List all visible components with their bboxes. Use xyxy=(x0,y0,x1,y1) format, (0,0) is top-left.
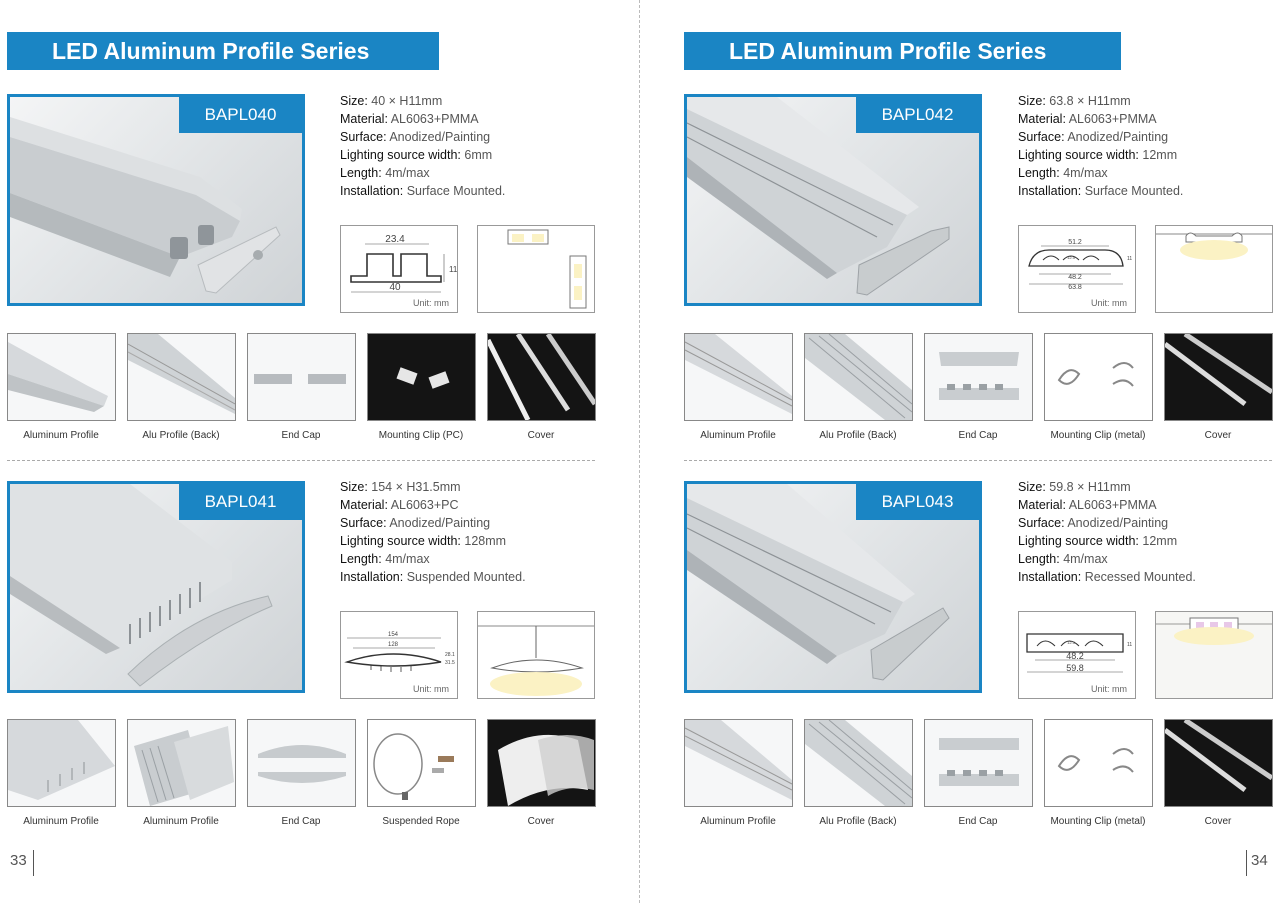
bapl043-thumb-cover xyxy=(1164,719,1273,807)
left-page-number-rule xyxy=(33,850,34,876)
spec-value: 12mm xyxy=(1138,148,1178,162)
bapl041-thumb-end-cap xyxy=(247,719,356,807)
bapl043-thumb-end-cap xyxy=(924,719,1033,807)
spec-value: Surface Mounted. xyxy=(1081,184,1184,198)
spec-label: Size: xyxy=(340,480,368,494)
spec-value: Anodized/Painting xyxy=(1064,516,1169,530)
bapl043-thumb-caption: End Cap xyxy=(958,816,998,827)
spec-value: 40 × H11mm xyxy=(367,94,443,108)
spec-label: Material: xyxy=(340,498,388,512)
bapl041-thumb-caption: Aluminum Profile xyxy=(143,816,219,827)
bapl043-thumb-caption: Alu Profile (Back) xyxy=(819,816,897,827)
bapl041-dim-side2: 28.1 xyxy=(445,652,455,658)
bapl041-main-photo xyxy=(7,481,305,693)
bapl041-thumb-aluminum-profile xyxy=(7,719,116,807)
spec-label: Surface: xyxy=(340,516,387,530)
bapl041-model-label: BAPL041 xyxy=(179,484,302,520)
bapl041-installation-diagram xyxy=(477,611,595,699)
bapl042-thumb-caption: Alu Profile (Back) xyxy=(819,430,897,441)
bapl043-dim-side: 11 xyxy=(1127,642,1133,648)
spec-value: 128mm xyxy=(460,534,507,548)
bapl043-dim-mid: 48.2 xyxy=(1066,651,1084,661)
bapl043-technical-drawing xyxy=(1018,611,1136,699)
spec-value: AL6063+PMMA xyxy=(387,112,479,126)
spec-value: 4m/max xyxy=(381,552,430,566)
bapl041-thumb-caption: End Cap xyxy=(281,816,321,827)
right-page-number-rule xyxy=(1246,850,1247,876)
bapl042-dim-side: 11 xyxy=(1127,256,1133,262)
bapl043-thumb-caption: Cover xyxy=(1204,816,1232,827)
spec-label: Length: xyxy=(1018,166,1060,180)
bapl041-thumb-suspended-rope xyxy=(367,719,476,807)
left-header-title: LED Aluminum Profile Series xyxy=(52,38,370,64)
bapl041-thumb-cover xyxy=(487,719,596,807)
bapl040-thumb-caption: Cover xyxy=(527,430,555,441)
spec-label: Length: xyxy=(1018,552,1060,566)
spec-value: 154 × H31.5mm xyxy=(367,480,461,494)
bapl040-dim-bottom: 40 xyxy=(389,282,401,293)
bapl041-thumb-caption: Cover xyxy=(527,816,555,827)
bapl043-thumb-alu-profile-back xyxy=(804,719,913,807)
bapl041-thumb-caption: Aluminum Profile xyxy=(23,816,99,827)
bapl043-installation-diagram xyxy=(1155,611,1273,699)
bapl040-thumb-caption: Aluminum Profile xyxy=(23,430,99,441)
bapl040-technical-drawing xyxy=(340,225,458,313)
bapl043-dim-inner: 12.5 xyxy=(1067,640,1075,645)
bapl041-thumb-caption: Suspended Rope xyxy=(382,816,460,827)
bapl040-thumb-cover xyxy=(487,333,596,421)
bapl040-model-label: BAPL040 xyxy=(179,97,302,133)
spec-value: Recessed Mounted. xyxy=(1081,570,1196,584)
spec-label: Installation: xyxy=(340,570,404,584)
bapl043-thumb-caption: Mounting Clip (metal) xyxy=(1050,816,1146,827)
spec-label: Material: xyxy=(340,112,388,126)
bapl042-dim-mid: 48.2 xyxy=(1068,274,1082,281)
spec-value: Anodized/Painting xyxy=(1064,130,1169,144)
bapl043-model-label: BAPL043 xyxy=(856,484,979,520)
spec-value: 59.8 × H11mm xyxy=(1045,480,1131,494)
spec-value: 4m/max xyxy=(1059,552,1108,566)
bapl041-specs xyxy=(340,478,526,586)
bapl043-thumb-aluminum-profile xyxy=(684,719,793,807)
bapl041-thumb-aluminum-profile-2 xyxy=(127,719,236,807)
spec-value: 12mm xyxy=(1138,534,1178,548)
bapl040-thumb-alu-profile-back xyxy=(127,333,236,421)
left-header-bar xyxy=(7,32,439,70)
bapl043-dim-bottom: 59.8 xyxy=(1066,663,1084,673)
spec-value: Anodized/Painting xyxy=(386,516,491,530)
bapl043-unit-label: Unit: mm xyxy=(1091,684,1127,694)
spec-label: Installation: xyxy=(340,184,404,198)
left-section-separator xyxy=(7,460,595,461)
spec-label: Size: xyxy=(1018,480,1046,494)
bapl041-dim-mid: 128 xyxy=(387,642,399,648)
spec-value: AL6063+PC xyxy=(387,498,459,512)
spec-value: 63.8 × H11mm xyxy=(1045,94,1131,108)
bapl042-technical-drawing xyxy=(1018,225,1136,313)
bapl041-technical-drawing xyxy=(340,611,458,699)
bapl042-thumb-cover xyxy=(1164,333,1273,421)
bapl042-thumb-alu-profile-back xyxy=(804,333,913,421)
bapl042-thumb-mounting-clip xyxy=(1044,333,1153,421)
bapl041-dim-side1: 31.5 xyxy=(445,660,455,666)
bapl043-thumb-caption: Aluminum Profile xyxy=(700,816,776,827)
bapl042-main-photo xyxy=(684,94,982,306)
bapl040-unit-label: Unit: mm xyxy=(413,298,449,308)
bapl041-unit-label: Unit: mm xyxy=(413,684,449,694)
bapl042-thumb-aluminum-profile xyxy=(684,333,793,421)
bapl042-installation-diagram xyxy=(1155,225,1273,313)
bapl042-thumb-end-cap xyxy=(924,333,1033,421)
bapl040-thumb-caption: Alu Profile (Back) xyxy=(142,430,220,441)
spec-value: AL6063+PMMA xyxy=(1065,498,1157,512)
spec-value: 4m/max xyxy=(1059,166,1108,180)
bapl042-specs xyxy=(1018,92,1183,200)
bapl043-main-photo xyxy=(684,481,982,693)
bapl040-thumb-caption: End Cap xyxy=(281,430,321,441)
spec-value: 6mm xyxy=(460,148,493,162)
bapl043-thumb-mounting-clip xyxy=(1044,719,1153,807)
spec-label: Lighting source width: xyxy=(340,148,461,162)
bapl040-dim-top: 23.4 xyxy=(385,234,405,245)
spec-value: 4m/max xyxy=(381,166,430,180)
bapl042-thumb-caption: End Cap xyxy=(958,430,998,441)
bapl040-thumb-aluminum-profile xyxy=(7,333,116,421)
spec-label: Surface: xyxy=(1018,516,1065,530)
spec-label: Size: xyxy=(1018,94,1046,108)
spec-label: Material: xyxy=(1018,498,1066,512)
spec-label: Installation: xyxy=(1018,570,1082,584)
page-fold-divider xyxy=(639,0,640,903)
right-section-separator xyxy=(684,460,1272,461)
spec-value: Suspended Mounted. xyxy=(403,570,526,584)
bapl040-main-photo xyxy=(7,94,305,306)
bapl042-thumb-caption: Mounting Clip (metal) xyxy=(1050,430,1146,441)
bapl040-dim-side: 11 xyxy=(449,265,457,274)
bapl042-dim-inner: 12.5 xyxy=(1067,255,1075,260)
right-page-number: 34 xyxy=(1251,852,1268,869)
bapl040-thumb-end-cap xyxy=(247,333,356,421)
spec-label: Lighting source width: xyxy=(340,534,461,548)
spec-value: Surface Mounted. xyxy=(403,184,506,198)
spec-label: Surface: xyxy=(1018,130,1065,144)
right-header-title: LED Aluminum Profile Series xyxy=(729,38,1047,64)
bapl042-thumb-caption: Aluminum Profile xyxy=(700,430,776,441)
bapl042-dim-bottom: 63.8 xyxy=(1068,284,1082,291)
spec-label: Length: xyxy=(340,552,382,566)
bapl040-installation-diagram xyxy=(477,225,595,313)
spec-value: AL6063+PMMA xyxy=(1065,112,1157,126)
spec-label: Surface: xyxy=(340,130,387,144)
spec-label: Material: xyxy=(1018,112,1066,126)
spec-label: Lighting source width: xyxy=(1018,148,1139,162)
left-page-number: 33 xyxy=(10,852,27,869)
bapl042-dim-top: 51.2 xyxy=(1068,239,1082,246)
bapl042-unit-label: Unit: mm xyxy=(1091,298,1127,308)
spec-value: Anodized/Painting xyxy=(386,130,491,144)
spec-label: Lighting source width: xyxy=(1018,534,1139,548)
bapl041-dim-top: 154 xyxy=(387,632,399,638)
bapl040-specs xyxy=(340,92,505,200)
right-header-bar xyxy=(684,32,1121,70)
bapl043-specs xyxy=(1018,478,1196,586)
bapl042-thumb-caption: Cover xyxy=(1204,430,1232,441)
bapl040-thumb-mounting-clip xyxy=(367,333,476,421)
spec-label: Length: xyxy=(340,166,382,180)
bapl042-model-label: BAPL042 xyxy=(856,97,979,133)
spec-label: Installation: xyxy=(1018,184,1082,198)
bapl040-thumb-caption: Mounting Clip (PC) xyxy=(378,430,464,441)
spec-label: Size: xyxy=(340,94,368,108)
